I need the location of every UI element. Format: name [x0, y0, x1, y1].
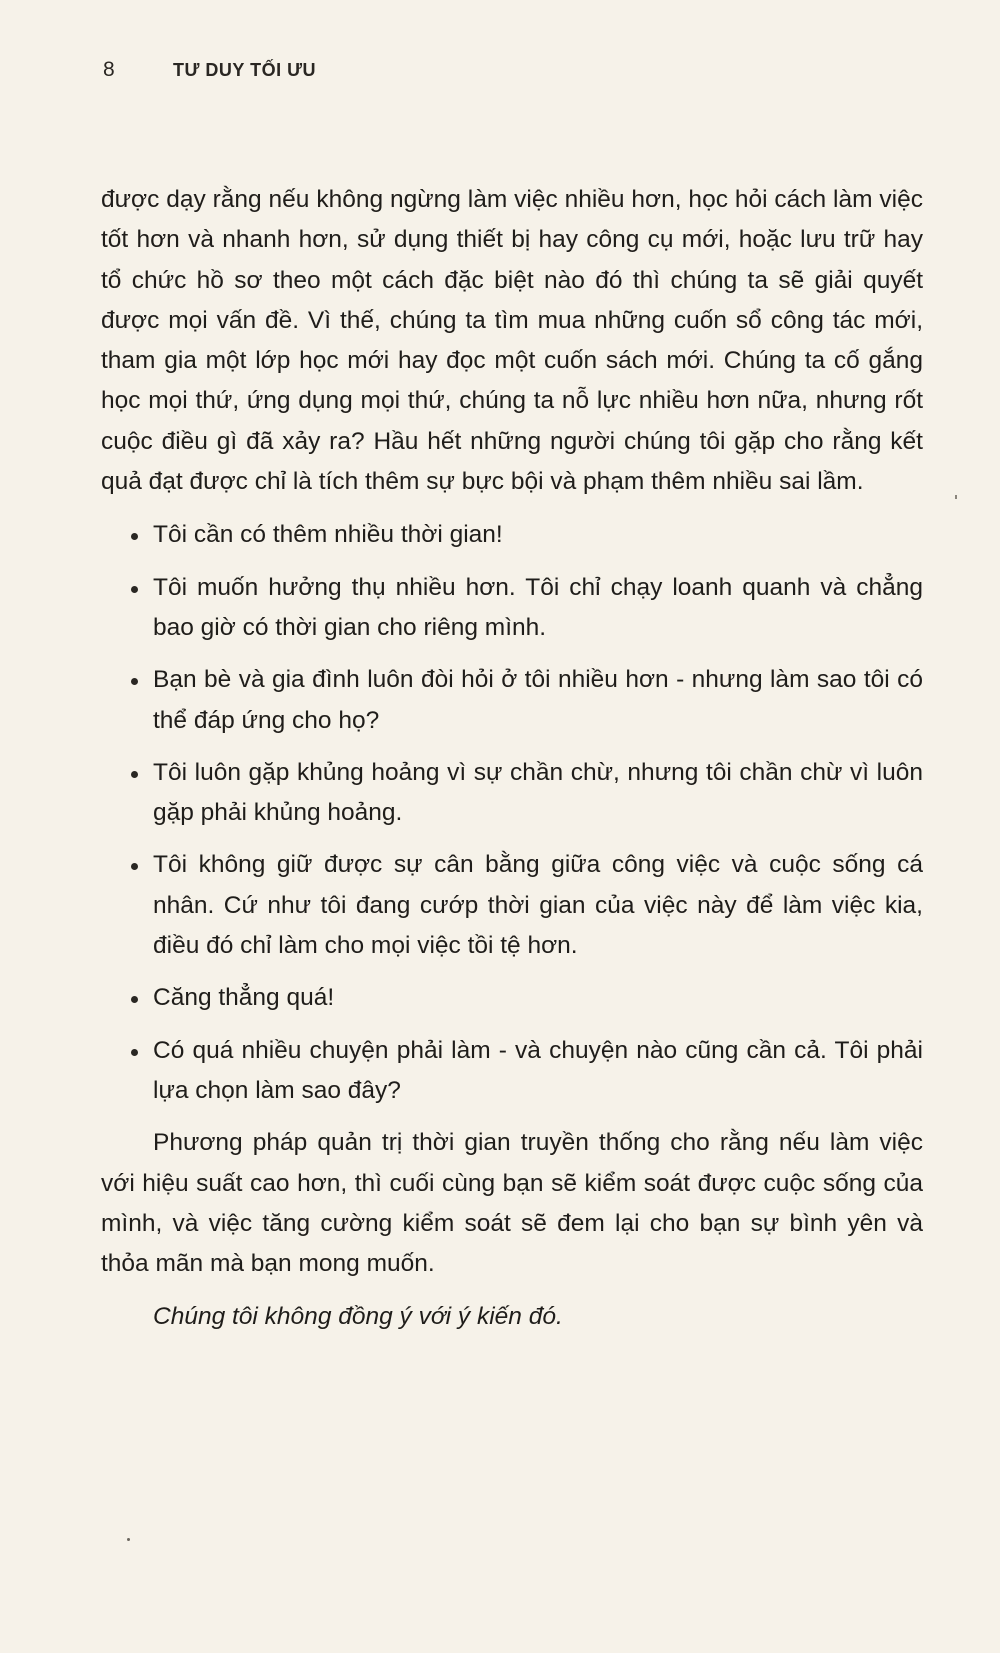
- paragraph-gap: [101, 502, 923, 515]
- print-speck: [127, 1538, 130, 1541]
- list-item-text: Tôi cần có thêm nhiều thời gian!: [153, 521, 503, 549]
- running-head: TƯ DUY TỐI ƯU: [173, 60, 317, 80]
- list-item: [101, 753, 923, 834]
- list-item-text: Tôi luôn gặp khủng hoảng vì sự chần chừ, nhưng tôi chần chừ vì luôn gặp phải khủng hoảng.: [153, 758, 923, 827]
- list-item: [101, 845, 923, 966]
- paragraph-gap: [101, 1284, 923, 1297]
- list-item-text: Có quá nhiều chuyện phải làm - và chuyện nào cũng cần cả. Tôi phải lựa chọn làm sao đây?: [153, 1036, 923, 1104]
- list-item-text: Căng thẳng quá!: [153, 984, 335, 1012]
- list-item: [101, 515, 923, 555]
- body-text: [101, 180, 923, 1338]
- intro-paragraph: được dạy rằng nếu không ngừng làm việc nhiều hơn, học hỏi cách làm việc tốt hơn và nhanh hơn, sử dụng thiết bị hay công cụ mới, hoặc lưu trữ hay tổ chức hồ sơ theo một cách đặc biệt nào đó thì chúng ta sẽ giải quyết được mọi vấn đề. Vì thế, chúng ta tìm mua những cuốn sổ công tác mới, tham gia một lớp học mới hay đọc một cuốn sách mới. Chúng ta cố gắng học mọi thứ, ứng dụng mọi thứ, chúng ta nỗ lực nhiều hơn nữa, nhưng rốt cuộc điều gì đã xảy ra? Hầu hết những người chúng tôi gặp cho rằng kết quả đạt được chỉ là tích thêm sự bực bội và phạm thêm nhiều sai lầm.: [101, 186, 923, 496]
- list-item: [101, 660, 923, 741]
- traditional-method-paragraph: Phương pháp quản trị thời gian truyền thống cho rằng nếu làm việc với hiệu suất cao hơn, thì cuối cùng bạn sẽ kiểm soát được cuộc sống của mình, và việc tăng cường kiểm soát sẽ đem lại cho bạn sự bình yên và thỏa mãn mà bạn mong muốn.: [101, 1129, 923, 1278]
- list-item-text: Tôi không giữ được sự cân bằng giữa công việc và cuộc sống cá nhân. Cứ như tôi đang cướp thời gian của việc này để làm việc kia, điều đó chỉ làm cho mọi việc tồi tệ hơn.: [153, 851, 923, 960]
- closing-statement: Chúng tôi không đồng ý với ý kiến đó.: [153, 1303, 563, 1331]
- page-number: 8: [103, 58, 115, 81]
- complaints-list: [101, 515, 923, 1111]
- list-item-text: Bạn bè và gia đình luôn đòi hỏi ở tôi nhiều hơn - nhưng làm sao tôi có thể đáp ứng cho họ?: [153, 666, 923, 734]
- list-item: [101, 568, 923, 649]
- list-item: [101, 1031, 923, 1112]
- list-item-text: Tôi muốn hưởng thụ nhiều hơn. Tôi chỉ chạy loanh quanh và chẳng bao giờ có thời gian cho riêng mình.: [153, 573, 923, 641]
- print-speck: [955, 495, 957, 499]
- page-header: [103, 58, 316, 82]
- list-item: [101, 978, 923, 1018]
